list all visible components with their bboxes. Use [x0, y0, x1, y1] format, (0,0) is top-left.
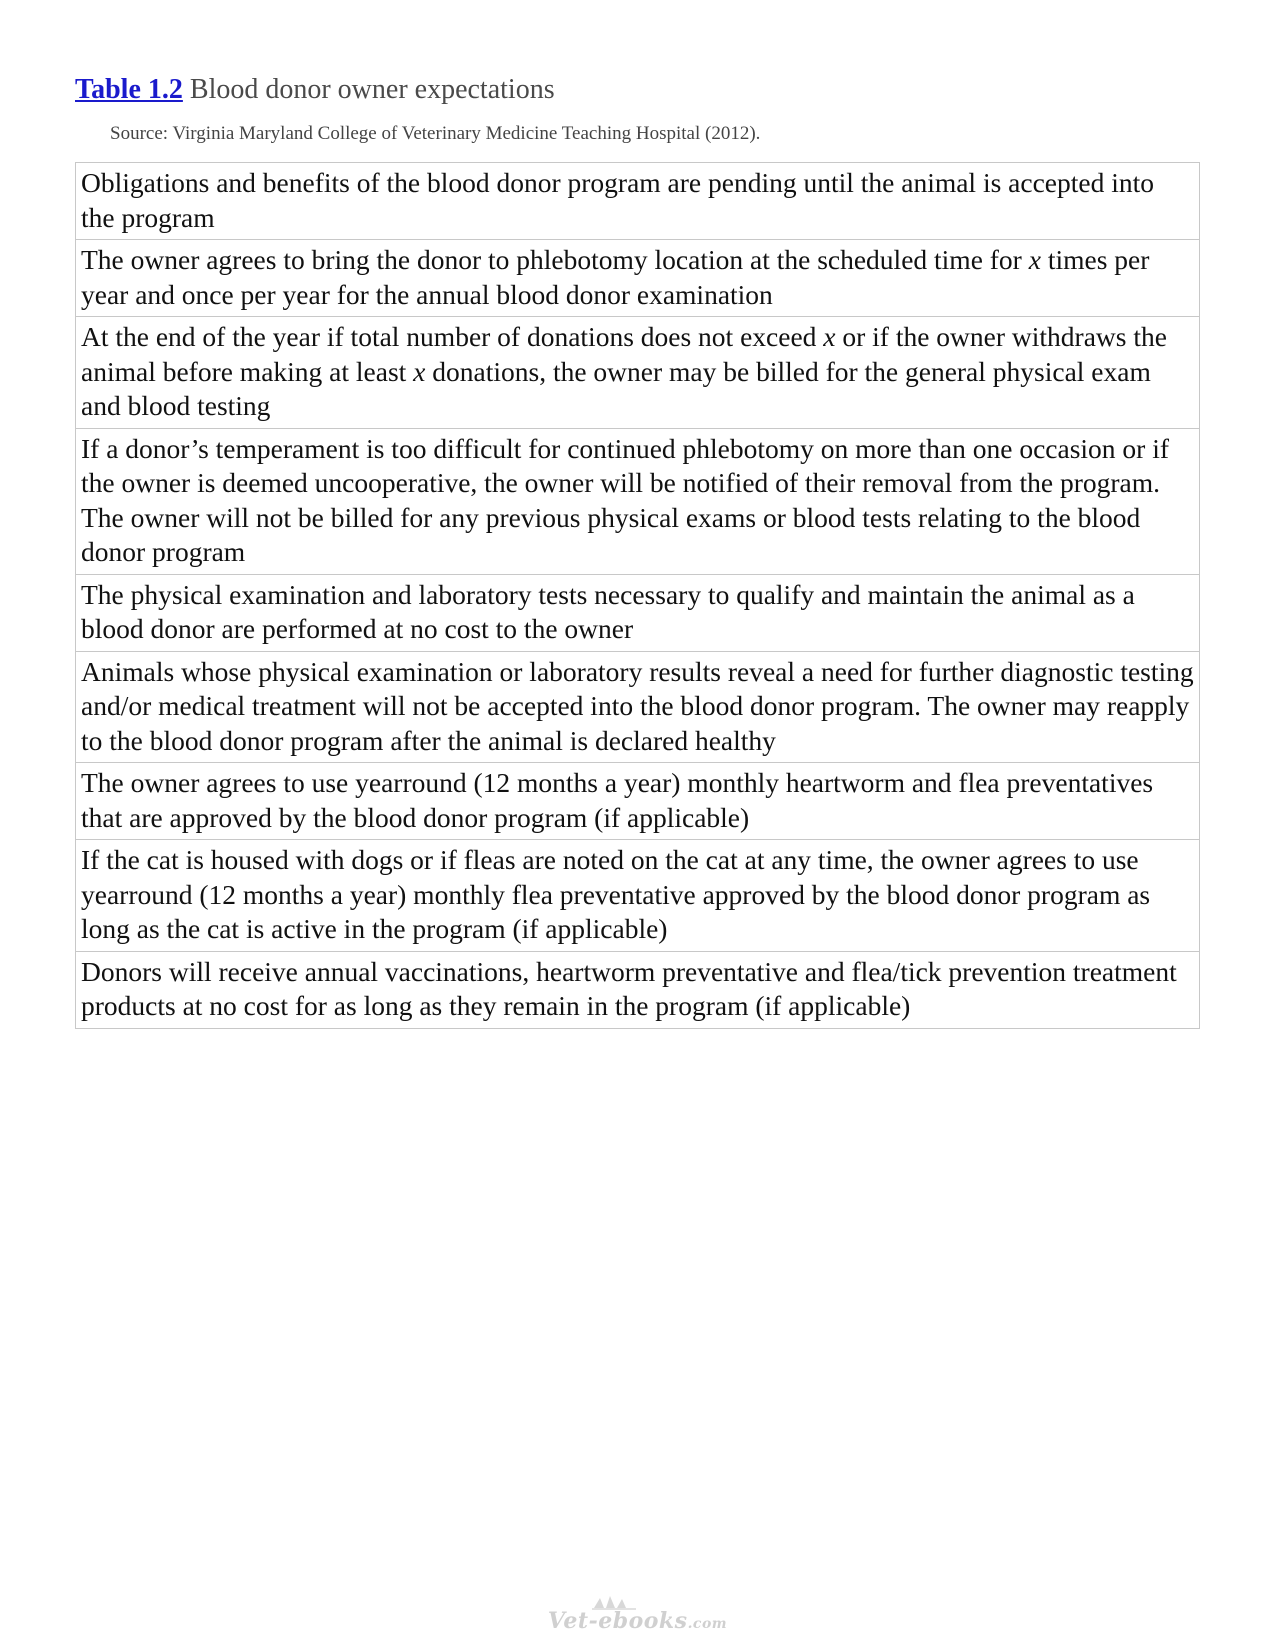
watermark-suffix: .com: [687, 1616, 728, 1632]
table-number-link[interactable]: Table 1.2: [75, 74, 183, 105]
table-cell: The owner agrees to use yearround (12 months a year) monthly heartworm and flea preventatives that are approved by the blood donor program (if applicable): [76, 763, 1200, 840]
table-cell: Donors will receive annual vaccinations, heartworm preventative and flea/tick prevention treatment products at no cost for as long as they remain in the program (if applicable): [76, 951, 1200, 1028]
table-row: [76, 651, 1200, 763]
table-title: Blood donor owner expectations: [189, 74, 555, 105]
watermark-text: Vet-ebooks: [547, 1608, 688, 1634]
expectations-table: [75, 162, 1200, 1029]
table-row: [76, 317, 1200, 429]
table-row: [76, 163, 1200, 240]
table-cell: Obligations and benefits of the blood donor program are pending until the animal is accepted into the program: [76, 163, 1200, 240]
table-cell: Animals whose physical examination or laboratory results reveal a need for further diagnostic testing and/or medical treatment will not be accepted into the blood donor program. The owner may reapply to the blood donor program after the animal is declared healthy: [76, 651, 1200, 763]
table-row: [76, 428, 1200, 574]
table-caption: [75, 72, 555, 108]
table-source-note: Source: Virginia Maryland College of Veterinary Medicine Teaching Hospital (2012).: [110, 123, 761, 144]
page-footer: [0, 1608, 1275, 1634]
table-cell: At the end of the year if total number of donations does not exceed x or if the owner withdraws the animal before making at least x donations, the owner may be billed for the general physical exam and blood testing: [76, 317, 1200, 429]
table-row: [76, 951, 1200, 1028]
table-cell: The physical examination and laboratory tests necessary to qualify and maintain the animal as a blood donor are performed at no cost to the owner: [76, 574, 1200, 651]
table-row: [76, 574, 1200, 651]
table-cell: If a donor’s temperament is too difficult for continued phlebotomy on more than one occasion or if the owner is deemed uncooperative, the owner will be notified of their removal from the program. The owner will not be billed for any previous physical exams or blood tests relating to the blood donor program: [76, 428, 1200, 574]
watermark-logo: [548, 1608, 727, 1634]
table-cell: The owner agrees to bring the donor to phlebotomy location at the scheduled time for x times per year and once per year for the annual blood donor examination: [76, 240, 1200, 317]
table-row: [76, 240, 1200, 317]
table-cell: If the cat is housed with dogs or if fleas are noted on the cat at any time, the owner agrees to use yearround (12 months a year) monthly flea preventative approved by the blood donor program as long as the cat is active in the program (if applicable): [76, 840, 1200, 952]
books-icon: [590, 1594, 638, 1610]
table-row: [76, 840, 1200, 952]
table-row: [76, 763, 1200, 840]
